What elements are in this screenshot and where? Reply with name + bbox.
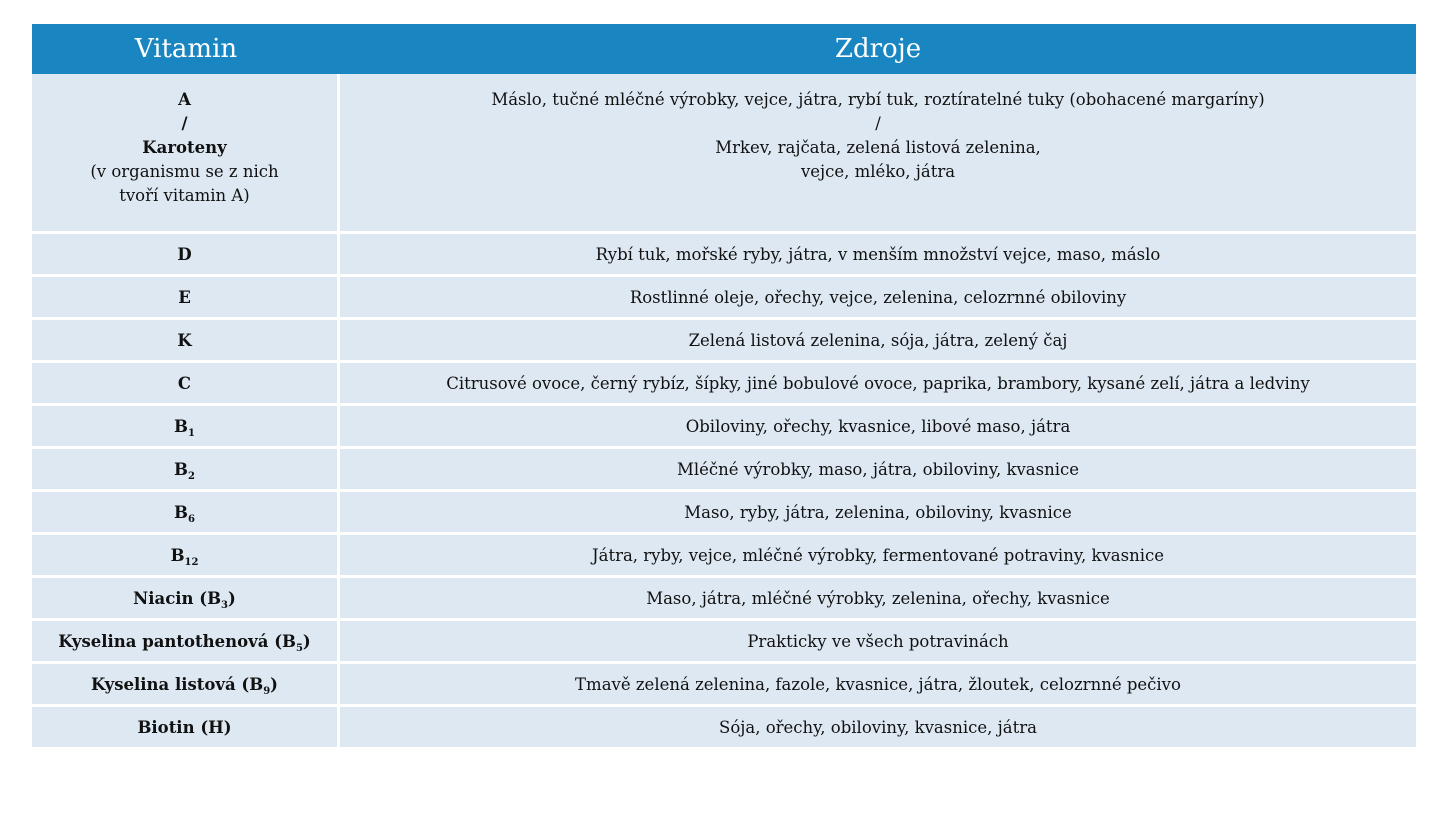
- vitamin-cell: [32, 74, 340, 234]
- sources-cell: Prakticky ve všech potravinách: [340, 621, 1416, 664]
- sources-cell: Zelená listová zelenina, sója, játra, zelený čaj: [340, 320, 1416, 363]
- vitamin-cell: [32, 406, 340, 449]
- vitamin-name: Karoteny: [142, 138, 227, 157]
- vitamin-cell: [32, 449, 340, 492]
- sources-cell: Citrusové ovoce, černý rybíz, šípky, jiné bobulové ovoce, paprika, brambory, kysané zelí, játra a ledviny: [340, 363, 1416, 406]
- header-vitamin: Vitamin: [32, 24, 340, 74]
- table-row: [32, 363, 1416, 406]
- table-row: [32, 234, 1416, 277]
- vitamin-name: K: [177, 330, 192, 350]
- source-separator: /: [875, 114, 881, 133]
- vitamin-name: C: [177, 373, 192, 393]
- vitamin-cell: [32, 664, 340, 707]
- vitamin-name: E: [178, 287, 191, 307]
- vitamin-subscript: 6: [187, 513, 195, 525]
- sources-cell: Sója, ořechy, obiloviny, kvasnice, játra: [340, 707, 1416, 750]
- vitamin-name: B: [174, 459, 188, 479]
- sources-cell: Tmavě zelená zelenina, fazole, kvasnice, játra, žloutek, celozrnné pečivo: [340, 664, 1416, 707]
- vitamin-name: Kyselina pantothenová (B: [58, 631, 296, 651]
- sources-cell: Játra, ryby, vejce, mléčné výrobky, fermentované potraviny, kvasnice: [340, 535, 1416, 578]
- table-row: [32, 492, 1416, 535]
- table-row: [32, 449, 1416, 492]
- table-row: [32, 277, 1416, 320]
- table-row: [32, 664, 1416, 707]
- vitamin-cell: [32, 320, 340, 363]
- vitamin-name: A: [178, 90, 191, 109]
- vitamin-suffix: ): [270, 674, 278, 694]
- vitamin-cell: [32, 363, 340, 406]
- table-row: [32, 707, 1416, 750]
- source-line: vejce, mléko, játra: [800, 162, 956, 181]
- table-row: [32, 406, 1416, 449]
- sources-cell: [340, 74, 1416, 234]
- vitamin-cell: [32, 492, 340, 535]
- table-header-row: [32, 24, 1416, 74]
- table-row: [32, 74, 1416, 234]
- vitamin-subscript: 2: [187, 470, 195, 482]
- vitamin-cell: [32, 578, 340, 621]
- sources-cell: Rybí tuk, mořské ryby, játra, v menším množství vejce, maso, máslo: [340, 234, 1416, 277]
- vitamin-cell: [32, 535, 340, 578]
- vitamin-name: B: [174, 416, 188, 436]
- vitamin-name: Niacin (B: [133, 588, 222, 608]
- vitamin-name: Biotin (H): [137, 717, 232, 737]
- table-row: [32, 535, 1416, 578]
- vitamin-cell: [32, 234, 340, 277]
- sources-cell: Obiloviny, ořechy, kvasnice, libové maso, játra: [340, 406, 1416, 449]
- vitamin-cell: [32, 621, 340, 664]
- vitamin-name: Kyselina listová (B: [91, 674, 264, 694]
- vitamin-subscript: 3: [221, 599, 228, 611]
- vitamin-name: B: [170, 545, 185, 565]
- vitamin-subscript: 9: [263, 685, 271, 697]
- sources-cell: Rostlinné oleje, ořechy, vejce, zelenina, celozrnné obiloviny: [340, 277, 1416, 320]
- header-sources: Zdroje: [340, 24, 1416, 74]
- vitamin-cell: [32, 277, 340, 320]
- vitamin-subscript: 5: [295, 642, 303, 654]
- vitamin-sources-table: [32, 24, 1416, 750]
- table-row: [32, 621, 1416, 664]
- vitamin-subscript: 12: [184, 556, 199, 568]
- table-row: [32, 578, 1416, 621]
- vitamin-name: B: [174, 502, 188, 522]
- source-line: Mrkev, rajčata, zelená listová zelenina,: [715, 138, 1041, 157]
- sources-cell: Maso, játra, mléčné výrobky, zelenina, ořechy, kvasnice: [340, 578, 1416, 621]
- sources-cell: Mléčné výrobky, maso, játra, obiloviny, kvasnice: [340, 449, 1416, 492]
- vitamin-cell: [32, 707, 340, 750]
- vitamin-note: tvoří vitamin A): [119, 186, 250, 205]
- source-line: Máslo, tučné mléčné výrobky, vejce, játra, rybí tuk, roztíratelné tuky (obohacené margaríny): [491, 90, 1265, 109]
- vitamin-suffix: ): [302, 631, 311, 651]
- vitamin-subscript: 1: [187, 427, 195, 439]
- vitamin-note: (v organismu se z nich: [90, 162, 279, 181]
- table-row: [32, 320, 1416, 363]
- vitamin-separator: /: [181, 114, 188, 133]
- vitamin-name: D: [177, 244, 192, 264]
- sources-cell: Maso, ryby, játra, zelenina, obiloviny, kvasnice: [340, 492, 1416, 535]
- vitamin-suffix: ): [228, 588, 236, 608]
